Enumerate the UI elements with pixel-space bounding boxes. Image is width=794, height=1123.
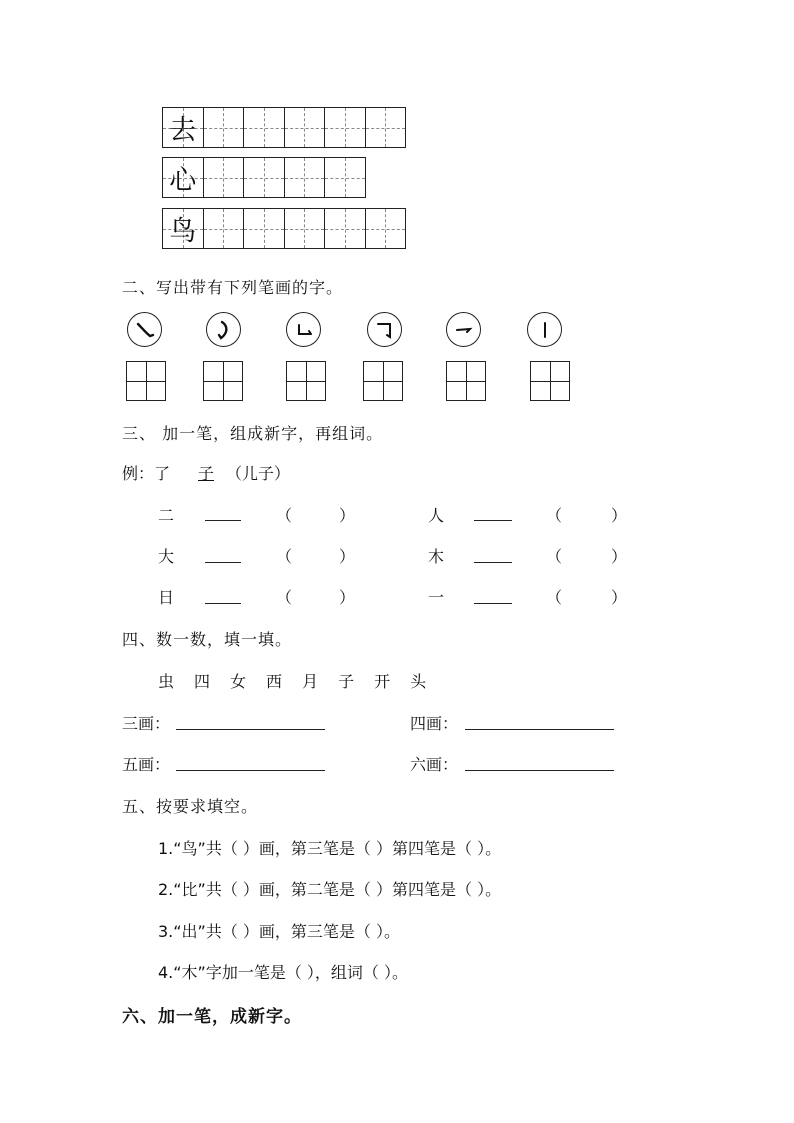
open-paren: （ [276, 506, 293, 525]
answer-blank[interactable] [474, 602, 512, 604]
count-char: 子 [338, 672, 355, 691]
practice-cell[interactable] [324, 107, 366, 148]
section-6-title: 六、加一笔，成新字。 [122, 1007, 302, 1027]
open-paren: （ [546, 588, 563, 607]
label-three-strokes: 三画： [122, 714, 171, 733]
practice-cell[interactable] [284, 157, 326, 198]
fill-item-1: 1.“鸟”共（ ）画，第三笔是（ ）第四笔是（ ）。 [158, 839, 502, 858]
close-paren: ） [339, 547, 356, 566]
count-char: 月 [302, 672, 319, 691]
practice-cell[interactable] [243, 107, 285, 148]
count-char: 开 [374, 672, 391, 691]
answer-box[interactable] [126, 361, 166, 401]
count-char: 虫 [158, 672, 175, 691]
answer-blank[interactable] [205, 519, 241, 521]
answer-blank[interactable] [465, 728, 614, 730]
row-char: 人 [428, 506, 445, 525]
answer-box[interactable] [446, 361, 486, 401]
close-paren: ） [339, 506, 356, 525]
answer-box[interactable] [286, 361, 326, 401]
practice-cell[interactable] [284, 107, 326, 148]
answer-blank[interactable] [465, 769, 614, 771]
close-paren: ） [611, 547, 628, 566]
open-paren: （ [276, 588, 293, 607]
section-5-title: 五、按要求填空。 [122, 797, 259, 816]
row-char: 二 [158, 506, 175, 525]
example-answer: 子 [198, 464, 215, 483]
model-char-cell [162, 157, 204, 198]
answer-blank[interactable] [176, 769, 325, 771]
stroke-wangou-icon [206, 312, 241, 347]
row-char: 日 [158, 588, 175, 607]
practice-cell[interactable] [243, 157, 285, 198]
model-char: 去 [169, 115, 197, 146]
practice-cell[interactable] [365, 107, 407, 148]
answer-box[interactable] [530, 361, 570, 401]
model-char-cell [162, 107, 204, 148]
practice-cell[interactable] [243, 208, 285, 249]
answer-box[interactable] [363, 361, 403, 401]
close-paren: ） [611, 588, 628, 607]
label-five-strokes: 五画： [122, 755, 171, 774]
grid-row-3 [162, 208, 406, 249]
fill-item-3: 3.“出”共（ ）画，第三笔是（ ）。 [158, 922, 401, 941]
open-paren: （ [276, 547, 293, 566]
model-char: 心 [169, 165, 197, 196]
row-char: 木 [428, 547, 445, 566]
stroke-hengzhegou-icon [367, 312, 402, 347]
open-paren: （ [546, 547, 563, 566]
example-word: （儿子） [226, 464, 291, 483]
stroke-henggou-icon [446, 312, 481, 347]
practice-cell[interactable] [203, 157, 245, 198]
fill-item-4: 4.“木”字加一笔是（ ），组词（ ）。 [158, 963, 409, 982]
answer-blank[interactable] [205, 602, 241, 604]
model-char-cell [162, 208, 204, 249]
row-char: 大 [158, 547, 175, 566]
section-2-title: 二、写出带有下列笔画的字。 [122, 278, 344, 297]
fill-item-2: 2.“比”共（ ）画，第二笔是（ ）第四笔是（ ）。 [158, 880, 502, 899]
example-label: 例：了 [122, 464, 171, 483]
answer-blank[interactable] [474, 561, 512, 563]
grid-row-2 [162, 157, 366, 198]
row-char: 一 [428, 588, 445, 607]
label-four-strokes: 四画： [410, 714, 459, 733]
answer-blank[interactable] [205, 561, 241, 563]
close-paren: ） [339, 588, 356, 607]
grid-row-1 [162, 107, 406, 148]
stroke-shu-icon [527, 312, 562, 347]
practice-cell[interactable] [365, 208, 407, 249]
practice-cell[interactable] [203, 107, 245, 148]
answer-blank[interactable] [474, 519, 512, 521]
practice-cell[interactable] [324, 157, 366, 198]
section-3-title: 三、 加一笔，组成新字，再组词。 [122, 424, 384, 443]
count-char: 四 [194, 672, 211, 691]
stroke-na-icon [127, 312, 162, 347]
practice-cell[interactable] [324, 208, 366, 249]
answer-box[interactable] [203, 361, 243, 401]
practice-cell[interactable] [203, 208, 245, 249]
count-char: 西 [266, 672, 283, 691]
practice-cell[interactable] [284, 208, 326, 249]
close-paren: ） [611, 506, 628, 525]
character-list [158, 669, 426, 692]
count-char: 女 [230, 672, 247, 691]
label-six-strokes: 六画： [410, 755, 459, 774]
section-4-title: 四、数一数，填一填。 [122, 630, 293, 649]
model-char: 鸟 [169, 216, 197, 247]
answer-blank[interactable] [176, 728, 325, 730]
stroke-shuzhe-icon [286, 312, 321, 347]
count-char: 头 [410, 672, 427, 691]
open-paren: （ [546, 506, 563, 525]
